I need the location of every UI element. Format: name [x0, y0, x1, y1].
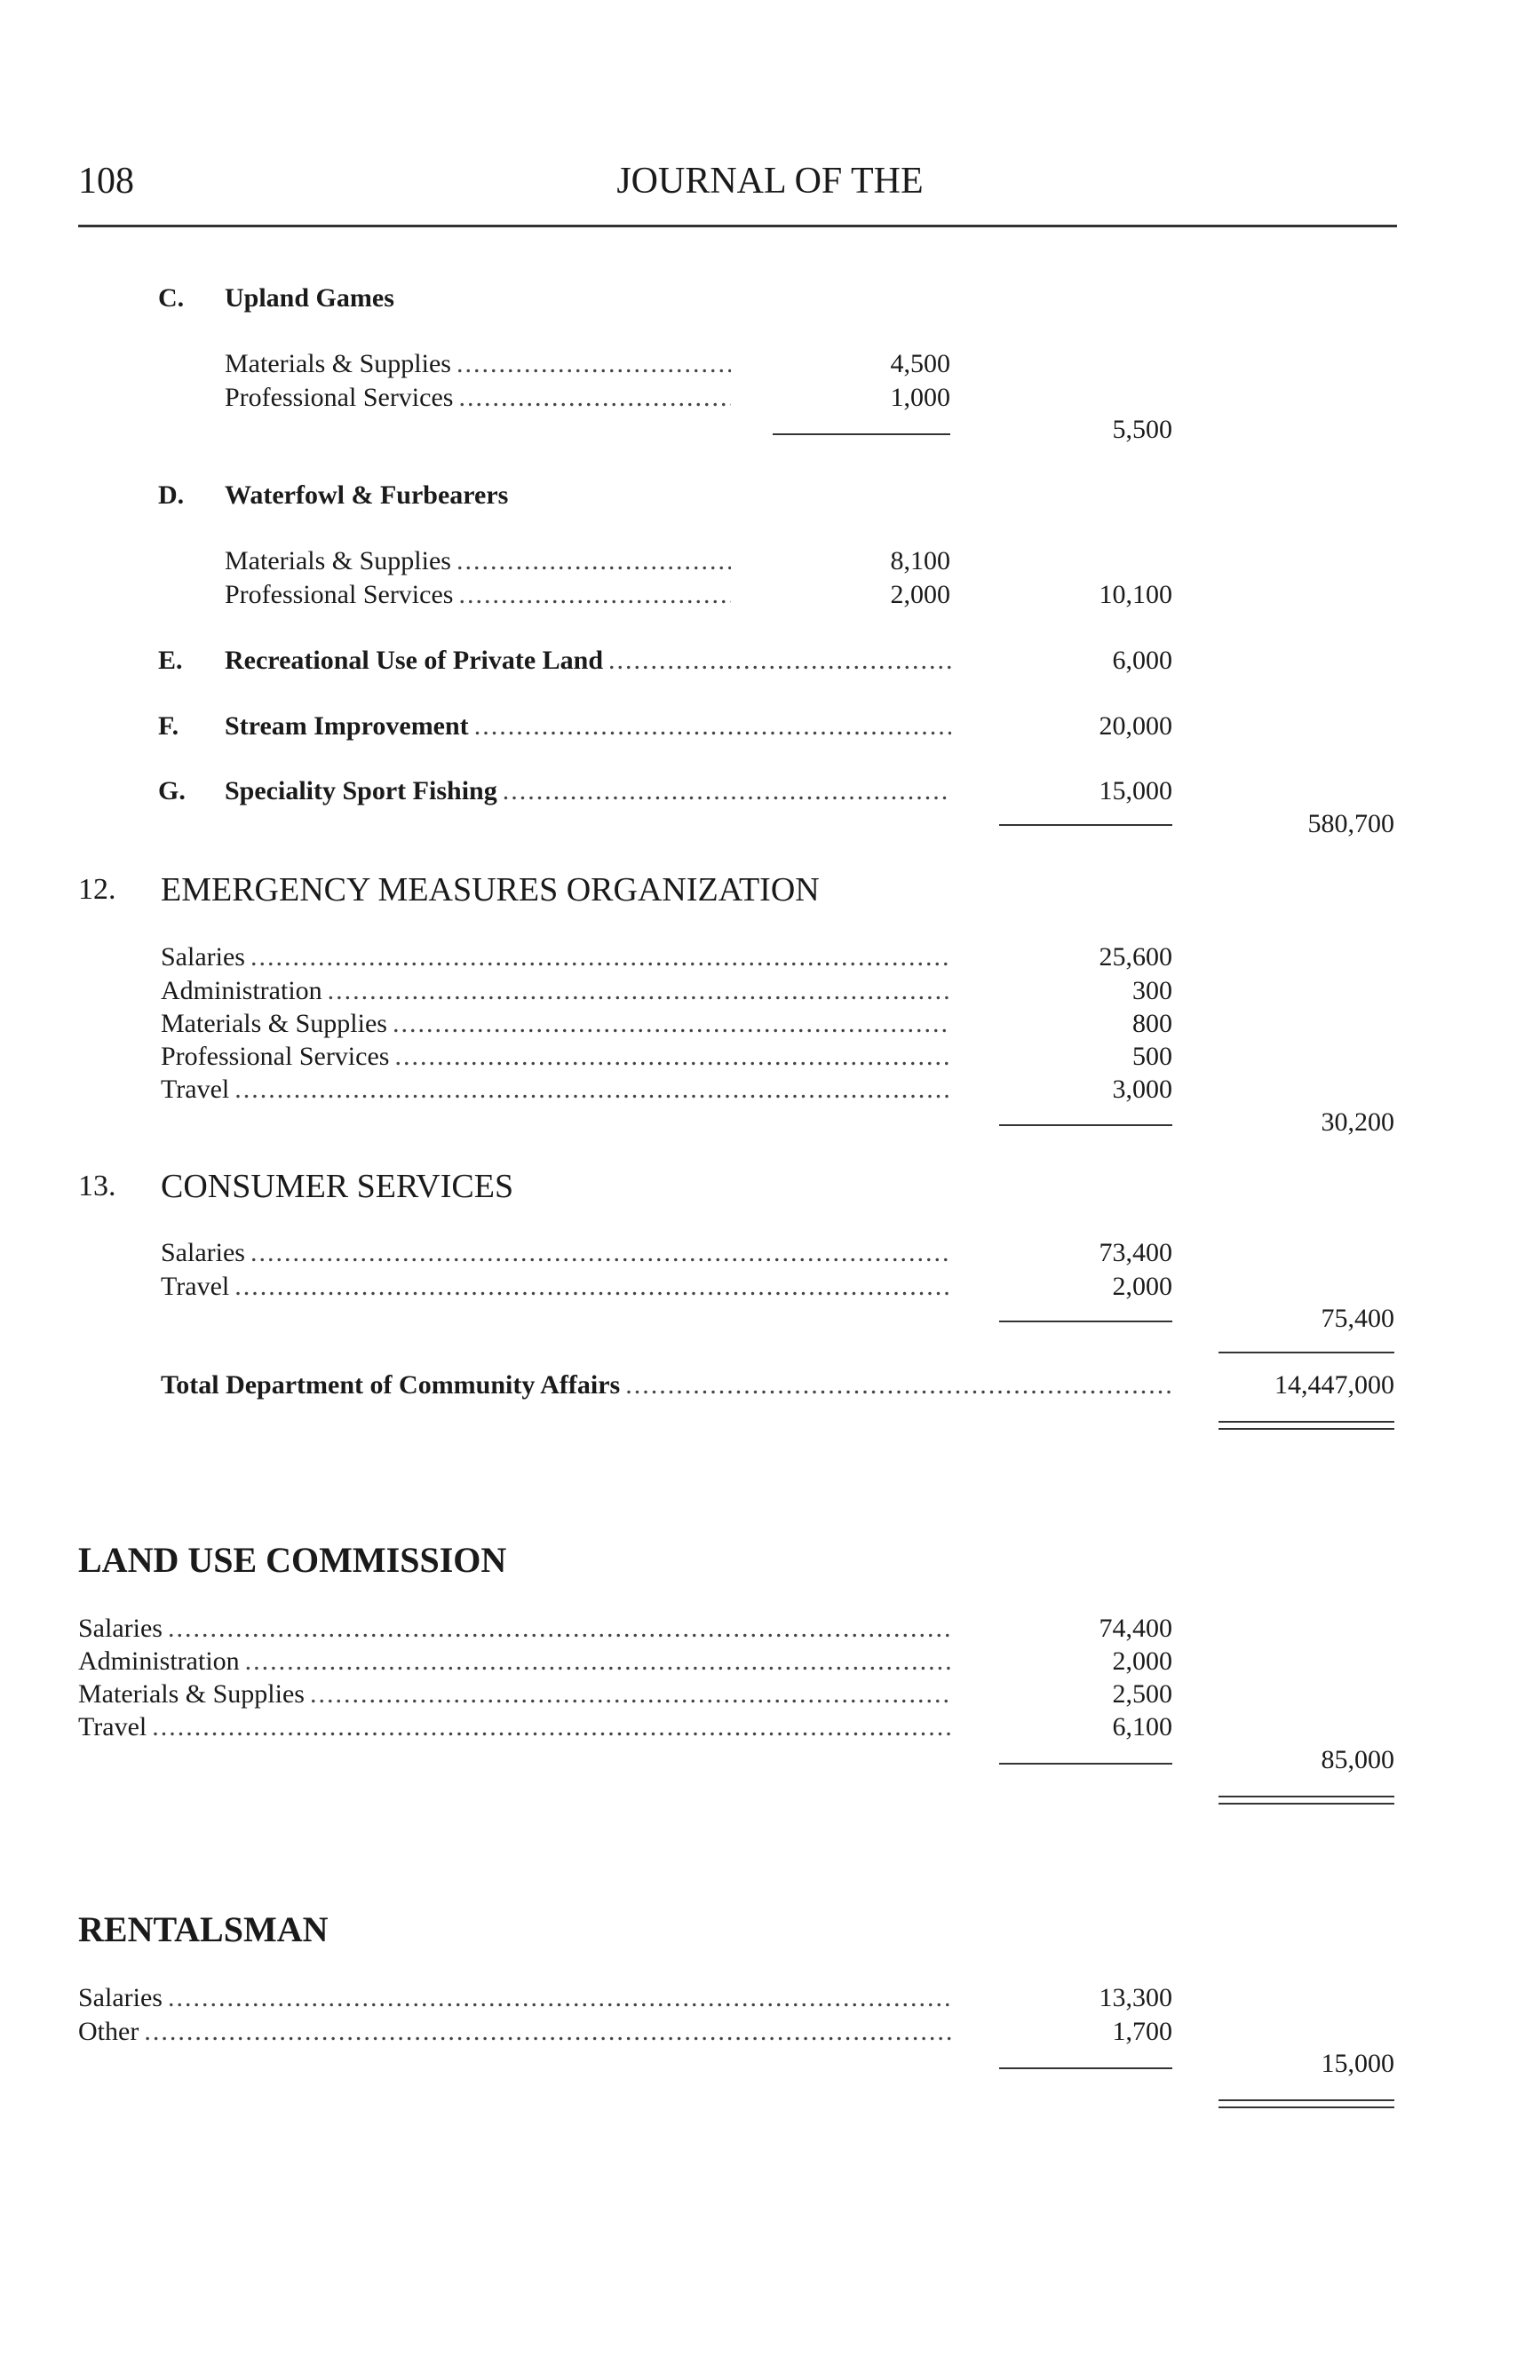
line-amount: 6,100 — [1112, 1712, 1172, 1741]
subsection-letter-f: F. — [158, 711, 179, 741]
dot-leader — [625, 1369, 1173, 1401]
line-label: Travel — [161, 1075, 230, 1104]
subsection-title-upland-games: Upland Games — [225, 283, 394, 313]
line-item — [78, 1646, 951, 1678]
line-item — [78, 1678, 951, 1710]
line-label: Salaries — [161, 1238, 245, 1267]
line-amount: 2,500 — [1112, 1679, 1172, 1709]
double-rule-bottom — [1219, 1428, 1394, 1430]
section-title-consumer-services: CONSUMER SERVICES — [161, 1168, 514, 1205]
subsection-letter-g: G. — [158, 776, 186, 805]
heading-land-use-commission: LAND USE COMMISSION — [78, 1540, 507, 1580]
section-number-12: 12. — [78, 873, 116, 906]
line-label: Travel — [161, 1272, 230, 1301]
line-item — [78, 1711, 951, 1743]
line-label: Salaries — [78, 1983, 163, 2012]
line-item — [78, 1982, 951, 2014]
department-total-amount: 14,447,000 — [1274, 1370, 1394, 1400]
line-amount: 13,300 — [1099, 1983, 1172, 2012]
line-amount: 8,100 — [890, 546, 950, 575]
subsection-title-stream-improvement: Stream Improvement — [225, 711, 469, 741]
dot-leader — [393, 1008, 951, 1040]
line-item — [225, 710, 951, 742]
line-label: Materials & Supplies — [225, 546, 451, 575]
subsection-letter-e: E. — [158, 646, 183, 675]
line-label: Materials & Supplies — [161, 1009, 387, 1038]
line-item — [161, 1041, 951, 1073]
line-amount: 3,000 — [1112, 1075, 1172, 1104]
line-item — [161, 941, 951, 973]
dot-leader — [144, 2016, 951, 2048]
subtotal-amount: 5,500 — [1112, 415, 1172, 444]
section-total-amount: 75,400 — [1321, 1304, 1394, 1333]
dot-leader — [608, 645, 951, 677]
line-label: Materials & Supplies — [225, 349, 451, 378]
line-label: Professional Services — [225, 383, 454, 412]
dot-leader — [152, 1711, 951, 1743]
line-item — [161, 1271, 951, 1303]
line-amount: 2,000 — [1112, 1646, 1172, 1676]
dot-leader — [310, 1678, 951, 1710]
heading-rentalsman: RENTALSMAN — [78, 1909, 329, 1949]
subsection-title-waterfowl: Waterfowl & Furbearers — [225, 480, 509, 510]
subtotal-rule — [999, 824, 1172, 826]
dot-leader — [458, 382, 731, 414]
line-label: Professional Services — [225, 580, 454, 609]
line-amount: 74,400 — [1099, 1614, 1172, 1643]
subtotal-amount: 10,100 — [1099, 580, 1172, 609]
section-number-13: 13. — [78, 1170, 116, 1202]
dot-leader — [250, 1237, 951, 1269]
double-rule-top — [1219, 2099, 1394, 2101]
department-total-label: Total Department of Community Affairs — [161, 1370, 621, 1400]
subsection-title-sport-fishing: Speciality Sport Fishing — [225, 776, 497, 805]
section-total-amount: 30,200 — [1321, 1107, 1394, 1137]
subtotal-rule — [999, 1321, 1172, 1322]
line-item — [225, 382, 731, 414]
line-item — [225, 579, 731, 611]
dot-leader — [245, 1646, 951, 1678]
line-label: Materials & Supplies — [78, 1679, 305, 1709]
subsection-letter-d: D. — [158, 480, 185, 510]
subsection-title-recreational-use: Recreational Use of Private Land — [225, 646, 604, 675]
subtotal-amount: 20,000 — [1099, 711, 1172, 741]
subtotal-rule — [999, 2067, 1172, 2069]
double-rule-bottom — [1219, 1803, 1394, 1805]
dot-leader — [456, 545, 731, 577]
subtotal-rule — [773, 433, 950, 435]
line-amount: 800 — [1132, 1009, 1172, 1038]
line-item — [225, 545, 731, 577]
line-amount: 25,600 — [1099, 942, 1172, 972]
line-label: Administration — [78, 1646, 240, 1676]
line-amount: 1,700 — [1112, 2017, 1172, 2046]
section-total-amount: 15,000 — [1321, 2049, 1394, 2078]
line-item — [225, 645, 951, 677]
line-amount: 1,000 — [890, 383, 950, 412]
line-item — [78, 1613, 951, 1645]
dot-leader — [456, 348, 731, 380]
line-amount: 4,500 — [890, 349, 950, 378]
line-amount: 73,400 — [1099, 1238, 1172, 1267]
subtotal-amount: 6,000 — [1112, 646, 1172, 675]
line-item — [161, 1074, 951, 1106]
dot-leader — [458, 579, 731, 611]
line-label: Other — [78, 2017, 139, 2046]
dot-leader — [503, 775, 951, 807]
line-item — [161, 975, 951, 1007]
line-amount: 2,000 — [890, 580, 950, 609]
dot-leader — [168, 1982, 951, 2014]
line-item — [161, 1008, 951, 1040]
double-rule-top — [1219, 1421, 1394, 1423]
double-rule-top — [1219, 1796, 1394, 1797]
line-amount: 300 — [1132, 976, 1172, 1005]
subtotal-rule — [999, 1763, 1172, 1765]
line-item — [78, 2016, 951, 2048]
dot-leader — [250, 941, 951, 973]
subsection-letter-c: C. — [158, 283, 185, 313]
section-total-amount: 580,700 — [1307, 809, 1394, 838]
total-rule — [1219, 1352, 1394, 1353]
dot-leader — [328, 975, 951, 1007]
section-title-emo: EMERGENCY MEASURES ORGANIZATION — [161, 871, 820, 908]
line-label: Professional Services — [161, 1042, 390, 1071]
line-label: Travel — [78, 1712, 147, 1741]
line-item — [225, 775, 951, 807]
line-amount: 500 — [1132, 1042, 1172, 1071]
double-rule-bottom — [1219, 2106, 1394, 2108]
line-amount: 2,000 — [1112, 1272, 1172, 1301]
header-rule — [78, 225, 1397, 227]
line-label: Administration — [161, 976, 322, 1005]
dot-leader — [234, 1074, 951, 1106]
dot-leader — [474, 710, 951, 742]
dot-leader — [394, 1041, 951, 1073]
subtotal-rule — [999, 1124, 1172, 1126]
department-total-row — [161, 1369, 1173, 1401]
subtotal-amount: 15,000 — [1099, 776, 1172, 805]
section-total-amount: 85,000 — [1321, 1745, 1394, 1774]
line-label: Salaries — [161, 942, 245, 972]
line-item — [225, 348, 731, 380]
line-item — [161, 1237, 951, 1269]
dot-leader — [234, 1271, 951, 1303]
dot-leader — [168, 1613, 951, 1645]
running-title: JOURNAL OF THE — [616, 161, 924, 202]
line-label: Salaries — [78, 1614, 163, 1643]
page-number: 108 — [78, 161, 134, 202]
